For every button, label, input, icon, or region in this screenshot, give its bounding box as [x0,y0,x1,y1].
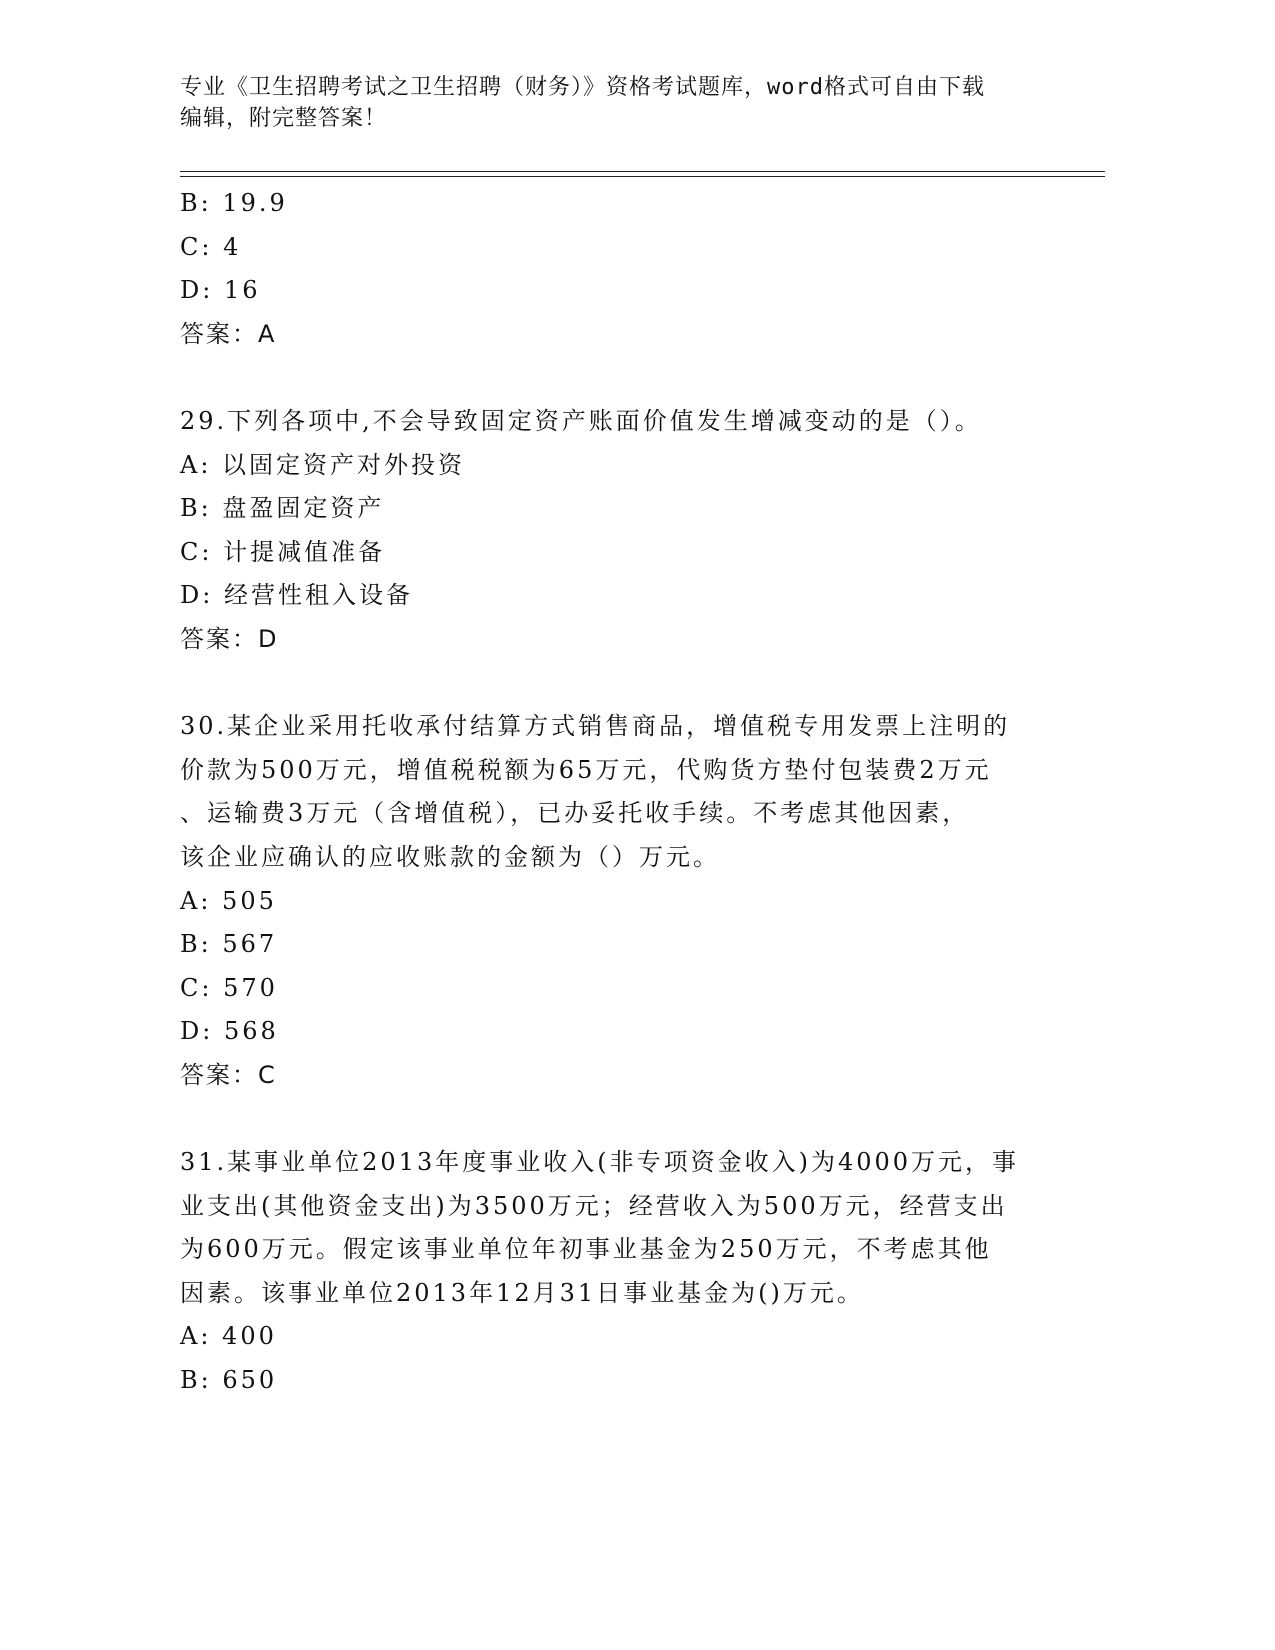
option-c: C: 计提减值准备 [180,537,386,566]
question-29 [180,400,1060,662]
stem-line: 、运输费3万元（含增值税），已办妥托收手续。不考虑其他因素， [180,799,970,828]
question-31 [180,1141,1060,1403]
header-line-1: 专业《卫生招聘考试之卫生招聘（财务）》资格考试题库，word格式可自由下载 [180,75,985,100]
document-header [180,72,1030,134]
stem-line: 为600万元。假定该事业单位年初事业基金为250万元，不考虑其他 [180,1235,992,1264]
spacer [180,1097,1060,1141]
option-c: C: 570 [180,973,278,1002]
question-stem [180,1141,1060,1315]
spacer [180,662,1060,706]
question-30 [180,705,1060,1097]
header-divider-top [180,171,1105,172]
question-stem [180,705,1060,879]
stem-line: 31.某事业单位2013年度事业收入(非专项资金收入)为4000万元，事 [180,1148,1020,1177]
answer: 答案：C [180,1060,277,1089]
question-content [180,182,1060,1403]
stem-line: 价款为500万元，增值税税额为65万元，代购货方垫付包装费2万元 [180,755,992,784]
stem-line: 因素。该事业单位2013年12月31日事业基金为()万元。 [180,1278,864,1307]
answer: 答案：A [180,319,277,348]
header-line-2: 编辑，附完整答案！ [180,106,388,131]
answer: 答案：D [180,624,279,653]
header-divider-bottom [180,176,1105,177]
option-b: B: 567 [180,930,278,959]
question-28-tail [180,182,1060,356]
option-a: A: 400 [180,1322,277,1351]
question-stem [180,400,1060,444]
option-b: B: 650 [180,1366,278,1395]
stem-line: 30.某企业采用托收承付结算方式销售商品，增值税专用发票上注明的 [180,712,1011,741]
option-d: D: 16 [180,276,261,305]
stem-line: 29.下列各项中,不会导致固定资产账面价值发生增减变动的是（）。 [180,406,982,435]
spacer [180,356,1060,400]
option-a: A: 505 [180,886,277,915]
stem-line: 业支出(其他资金支出)为3500万元；经营收入为500万元，经营支出 [180,1191,1008,1220]
option-a: A: 以固定资产对外投资 [180,450,466,479]
option-b: B: 盘盈固定资产 [180,494,385,523]
option-d: D: 经营性租入设备 [180,581,413,610]
option-d: D: 568 [180,1017,279,1046]
option-c: C: 4 [180,232,242,261]
option-b: B: 19.9 [180,189,288,217]
stem-line: 该企业应确认的应收账款的金额为（）万元。 [180,842,720,871]
